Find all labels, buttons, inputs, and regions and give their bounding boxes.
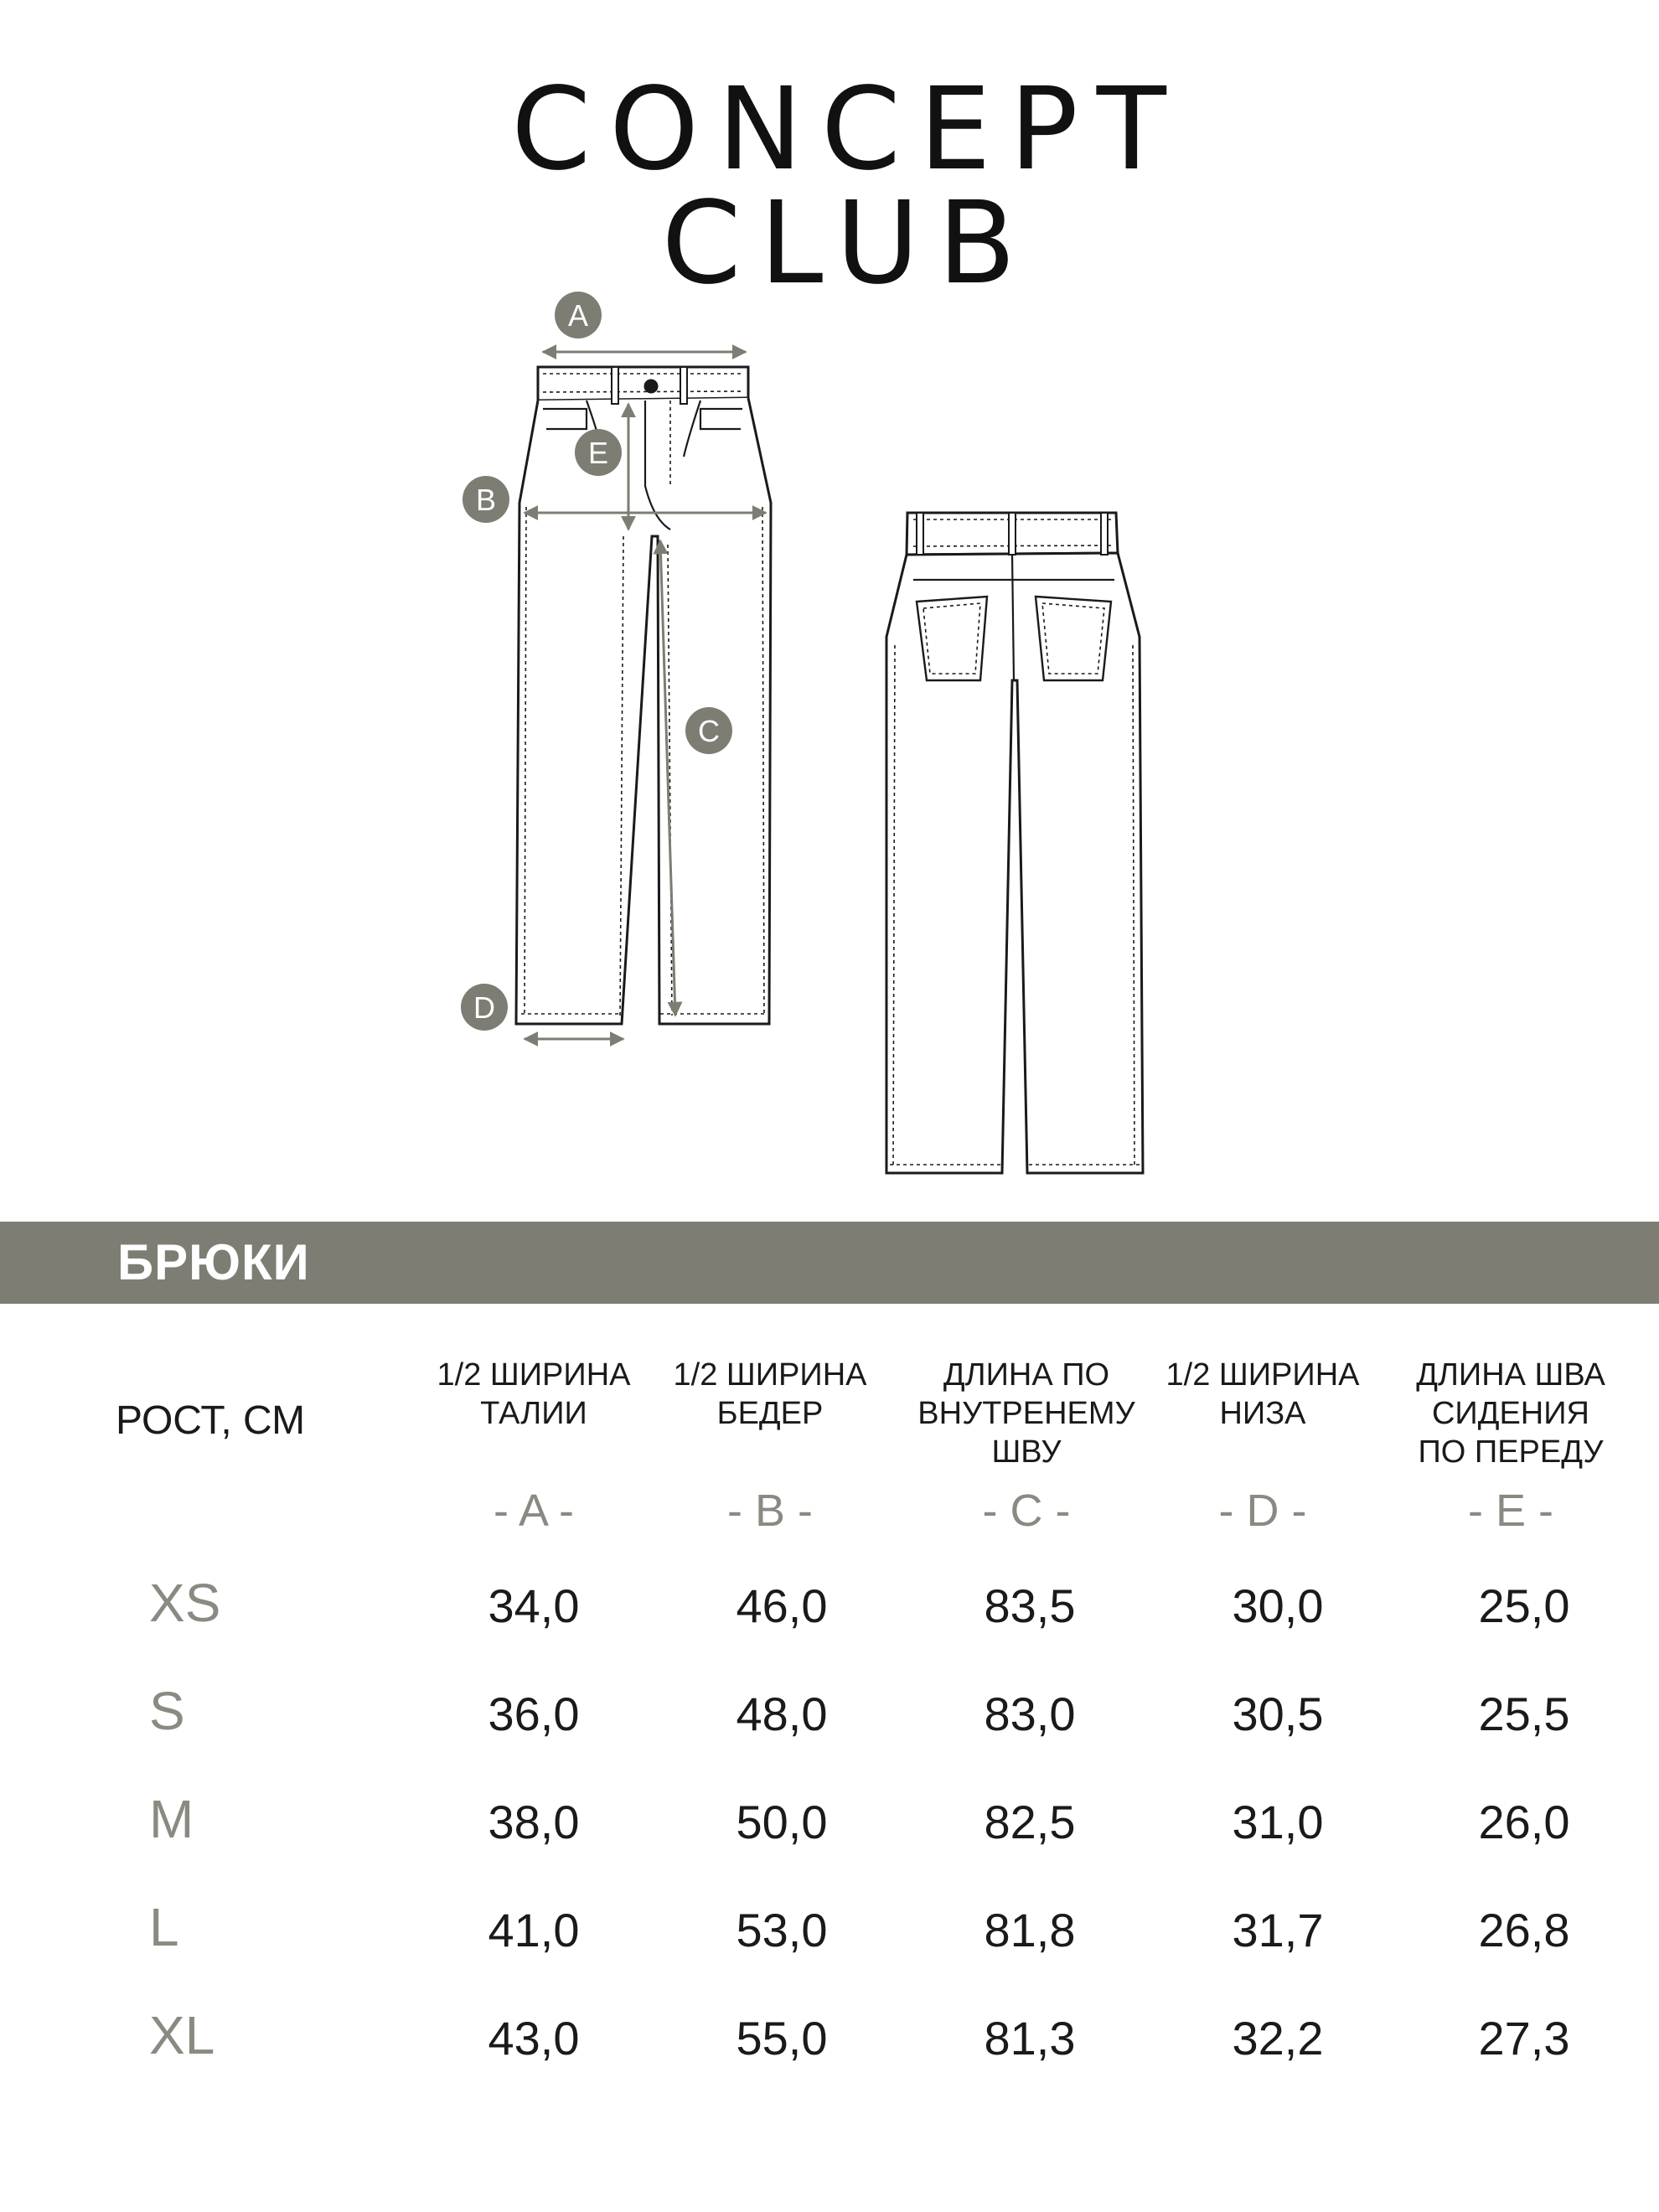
svg-text:D: D <box>473 990 495 1025</box>
size-label-m: M <box>149 1789 194 1849</box>
table-cell: 53,0 <box>736 1904 828 1956</box>
marker-c <box>685 707 732 754</box>
table-cell: 31,7 <box>1232 1904 1324 1956</box>
table-cell: 26,0 <box>1478 1796 1570 1848</box>
size-label-l: L <box>149 1897 179 1957</box>
table-cell: 34,0 <box>488 1579 580 1632</box>
table-cell: 38,0 <box>488 1796 580 1848</box>
column-letter-d: - D - <box>1218 1486 1307 1536</box>
table-cell: 83,0 <box>984 1687 1076 1740</box>
table-cell: 27,3 <box>1478 2012 1570 2065</box>
table-cell: 50,0 <box>736 1796 828 1848</box>
table-cell: 81,3 <box>984 2012 1076 2065</box>
table-cell: 43,0 <box>488 2012 580 2065</box>
column-letter-b: - B - <box>727 1486 813 1536</box>
column-letter-c: - C - <box>982 1486 1071 1536</box>
brand-logo-line1: CONCEPT <box>511 64 1185 196</box>
marker-a <box>555 292 602 339</box>
pants-measurement-diagram <box>0 276 1659 1198</box>
section-banner <box>0 1222 1659 1304</box>
table-cell: 83,5 <box>984 1579 1076 1632</box>
table-cell: 30,0 <box>1232 1579 1324 1632</box>
table-cell: 25,5 <box>1478 1687 1570 1740</box>
marker-b <box>463 476 509 523</box>
svg-text:E: E <box>587 436 609 470</box>
table-cell: 82,5 <box>984 1796 1076 1848</box>
section-title: БРЮКИ <box>117 1234 310 1290</box>
table-cell: 41,0 <box>488 1904 580 1956</box>
marker-e <box>575 429 622 476</box>
table-cell: 25,0 <box>1478 1579 1570 1632</box>
svg-text:B: B <box>475 483 497 517</box>
table-cell: 81,8 <box>984 1904 1076 1956</box>
table-cell: 30,5 <box>1232 1687 1324 1740</box>
svg-text:C: C <box>698 714 720 748</box>
size-label-s: S <box>149 1681 185 1741</box>
column-header-e: ДЛИНА ШВА СИДЕНИЯ ПО ПЕРЕДУ <box>1416 1357 1605 1470</box>
table-cell: 46,0 <box>736 1579 828 1632</box>
column-letter-a: - A - <box>493 1486 575 1536</box>
column-header-d: 1/2 ШИРИНА НИЗА <box>1165 1357 1360 1431</box>
column-header-c: ДЛИНА ПО ВНУТРЕНЕМУ ШВУ <box>917 1357 1135 1470</box>
table-cell: 36,0 <box>488 1687 580 1740</box>
table-cell: 32,2 <box>1232 2012 1324 2065</box>
marker-d <box>461 984 508 1031</box>
front-view-pants <box>516 367 771 1024</box>
table-cell: 48,0 <box>736 1687 828 1740</box>
size-label-xs: XS <box>149 1573 221 1633</box>
brand-logo-line2: CLUB <box>661 178 1035 310</box>
svg-text:A: A <box>567 298 589 333</box>
back-view-pants <box>886 513 1143 1173</box>
row-header-height: РОСТ, СМ <box>116 1398 306 1443</box>
column-letter-e: - E - <box>1468 1486 1553 1536</box>
table-cell: 26,8 <box>1478 1904 1570 1956</box>
table-cell: 31,0 <box>1232 1796 1324 1848</box>
size-label-xl: XL <box>149 2005 215 2065</box>
column-header-b: 1/2 ШИРИНА БЕДЕР <box>673 1357 867 1431</box>
column-header-a: 1/2 ШИРИНА ТАЛИИ <box>437 1357 631 1431</box>
table-cell: 55,0 <box>736 2012 828 2065</box>
